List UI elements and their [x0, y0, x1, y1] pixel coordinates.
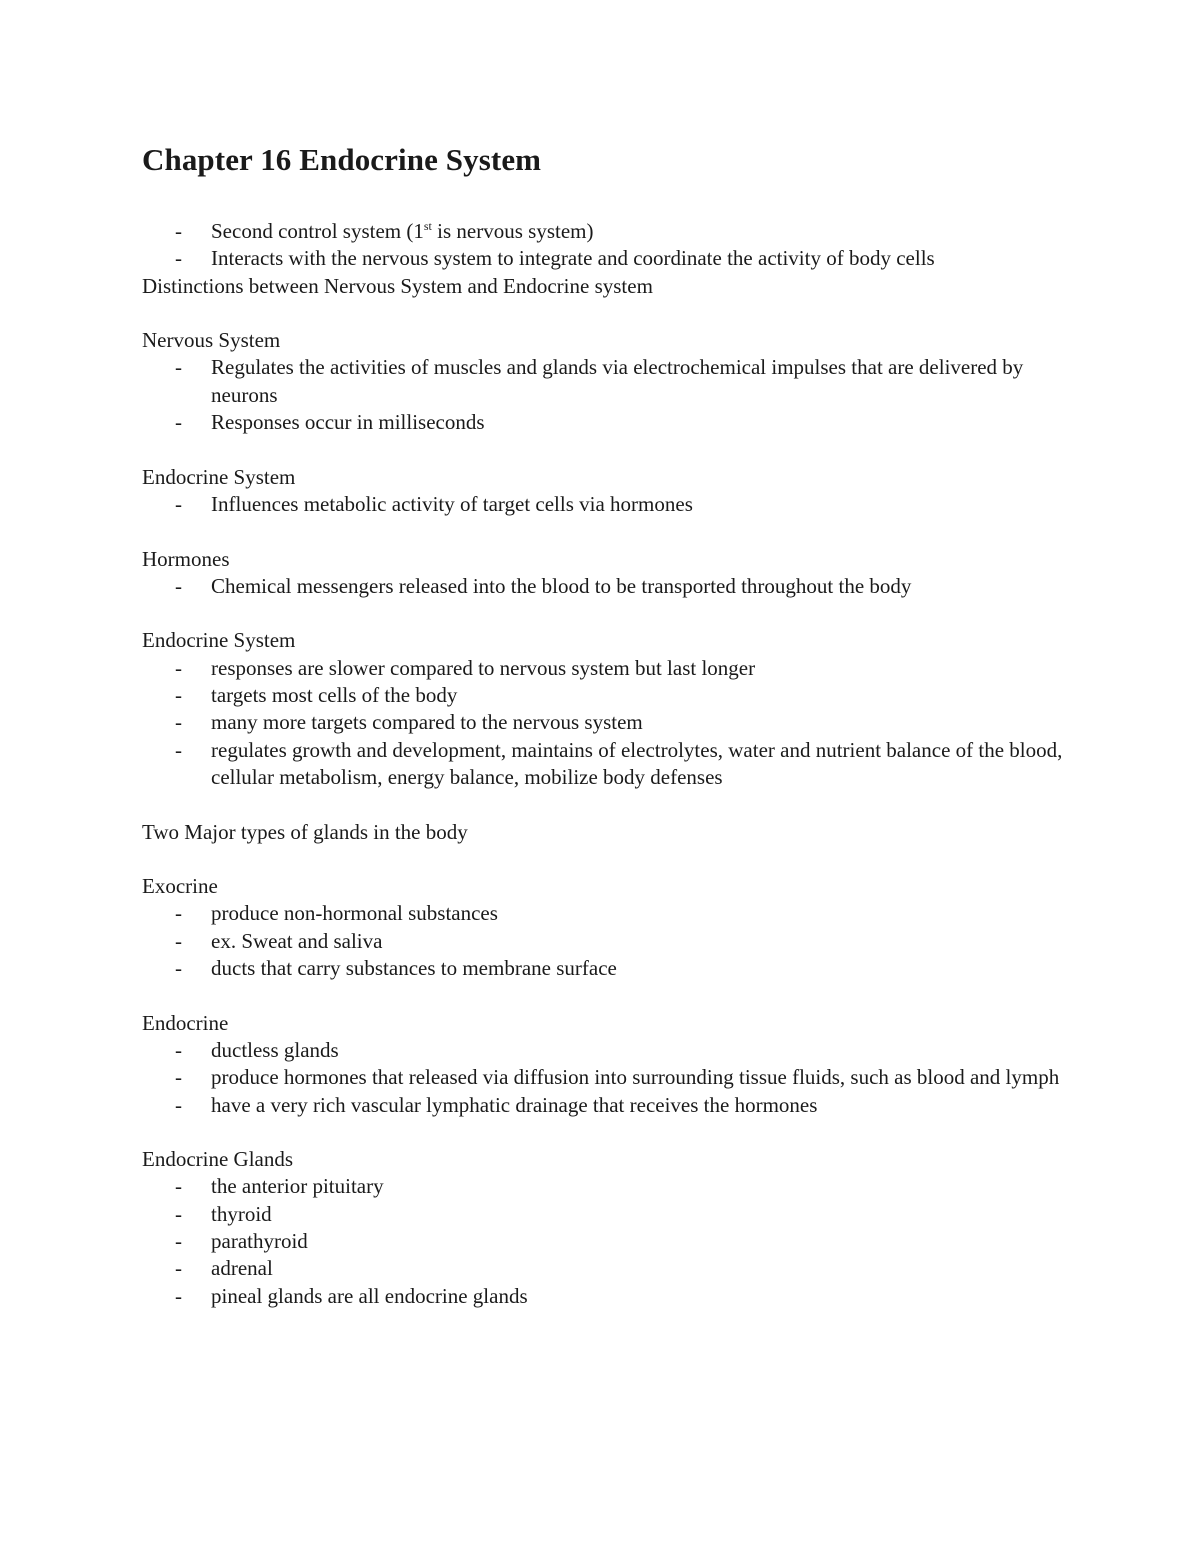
dash-bullet: - [175, 683, 182, 708]
section-endocrine-system-2 [142, 627, 1082, 791]
dash-bullet: - [175, 355, 182, 380]
dash-bullet: - [175, 737, 182, 762]
list-item [142, 1255, 1082, 1282]
dash-bullet: - [175, 710, 182, 735]
bullet-list [142, 354, 1082, 436]
dash-bullet: - [175, 1065, 182, 1090]
list-item-text: targets most cells of the body [211, 683, 458, 708]
list-item [142, 1064, 1082, 1091]
list-item [142, 655, 1082, 682]
list-item-text: pineal glands are all endocrine glands [211, 1283, 528, 1308]
list-item-text: many more targets compared to the nervous system [211, 710, 643, 735]
dash-bullet: - [175, 410, 182, 435]
list-item-text: parathyroid [211, 1228, 308, 1253]
list-item [142, 573, 1082, 600]
page-title: Chapter 16 Endocrine System [142, 142, 542, 177]
bullet-list [142, 655, 1082, 791]
dash-bullet: - [175, 573, 182, 598]
list-item [142, 900, 1082, 927]
list-item-text: Influences metabolic activity of target cells via hormones [211, 491, 693, 516]
section-heading: Nervous System [142, 328, 281, 353]
dash-bullet: - [175, 219, 182, 243]
section-endocrine [142, 1010, 1082, 1119]
list-item-text: ex. Sweat and saliva [211, 928, 383, 953]
document-page [142, 138, 1082, 1337]
list-item [142, 354, 1082, 409]
list-item-text: produce hormones that released via diffusion into surrounding tissue fluids, such as blood and lymph [211, 1065, 1060, 1090]
dash-bullet: - [175, 1283, 182, 1308]
list-item-text: ductless glands [211, 1037, 339, 1062]
section-exocrine [142, 873, 1082, 982]
section-heading: Endocrine System [142, 628, 296, 653]
bullet-list [142, 573, 1082, 600]
list-item [142, 1037, 1082, 1064]
list-item [142, 682, 1082, 709]
section-heading: Endocrine Glands [142, 1147, 294, 1172]
list-item-text: regulates growth and development, maintains of electrolytes, water and nutrient balance of the blood, cellular metabolism, energy balance, mobilize body defenses [211, 737, 1063, 789]
section-heading: Hormones [142, 546, 230, 571]
list-item [142, 245, 1082, 272]
section-heading: Exocrine [142, 874, 218, 899]
list-item [142, 928, 1082, 955]
list-item-text: Chemical messengers released into the blood to be transported throughout the body [211, 573, 912, 598]
list-item [142, 491, 1082, 518]
dash-bullet: - [175, 1037, 182, 1062]
dash-bullet: - [175, 1092, 182, 1117]
list-item [142, 709, 1082, 736]
dash-bullet: - [175, 1201, 182, 1226]
dash-bullet: - [175, 1256, 182, 1281]
list-item [142, 955, 1082, 982]
list-item [142, 1283, 1082, 1310]
dash-bullet: - [175, 928, 182, 953]
section-endocrine-glands [142, 1146, 1082, 1310]
bullet-list [142, 1173, 1082, 1309]
list-item [142, 1092, 1082, 1119]
dash-bullet: - [175, 1174, 182, 1199]
section-nervous-system [142, 327, 1082, 436]
dash-bullet: - [175, 1228, 182, 1253]
dash-bullet: - [175, 655, 182, 680]
section-heading: Endocrine [142, 1010, 229, 1035]
ordinal-suffix: st [423, 219, 432, 233]
list-item-text: adrenal [211, 1256, 273, 1281]
bullet-list [142, 491, 1082, 518]
distinctions-heading: Distinctions between Nervous System and Endocrine system [142, 273, 653, 298]
dash-bullet: - [175, 901, 182, 926]
section-heading: Endocrine System [142, 464, 296, 489]
list-item [142, 737, 1082, 792]
bullet-list [142, 1037, 1082, 1119]
dash-bullet: - [175, 246, 182, 271]
list-item-text: ducts that carry substances to membrane surface [211, 956, 617, 981]
list-item-text: Regulates the activities of muscles and glands via electrochemical impulses that are delivered by neurons [211, 355, 1024, 407]
bullet-list [142, 900, 1082, 982]
intro-item-text-cont: is nervous system) [431, 219, 594, 243]
section-hormones [142, 546, 1082, 601]
section-endocrine-system-1 [142, 464, 1082, 519]
intro-item-text: Second control system (1 [211, 219, 424, 243]
dash-bullet: - [175, 491, 182, 516]
gland-types-heading: Two Major types of glands in the body [142, 819, 468, 844]
intro-item-text: Interacts with the nervous system to integrate and coordinate the activity of body cells [211, 246, 935, 271]
list-item [142, 218, 1082, 245]
list-item [142, 1201, 1082, 1228]
list-item-text: responses are slower compared to nervous system but last longer [211, 655, 756, 680]
list-item [142, 409, 1082, 436]
list-item-text: thyroid [211, 1201, 272, 1226]
dash-bullet: - [175, 956, 182, 981]
list-item-text: Responses occur in milliseconds [211, 410, 485, 435]
list-item-text: the anterior pituitary [211, 1174, 384, 1199]
list-item [142, 1228, 1082, 1255]
list-item-text: have a very rich vascular lymphatic drainage that receives the hormones [211, 1092, 818, 1117]
intro-list [142, 218, 1082, 273]
list-item [142, 1173, 1082, 1200]
list-item-text: produce non-hormonal substances [211, 901, 498, 926]
